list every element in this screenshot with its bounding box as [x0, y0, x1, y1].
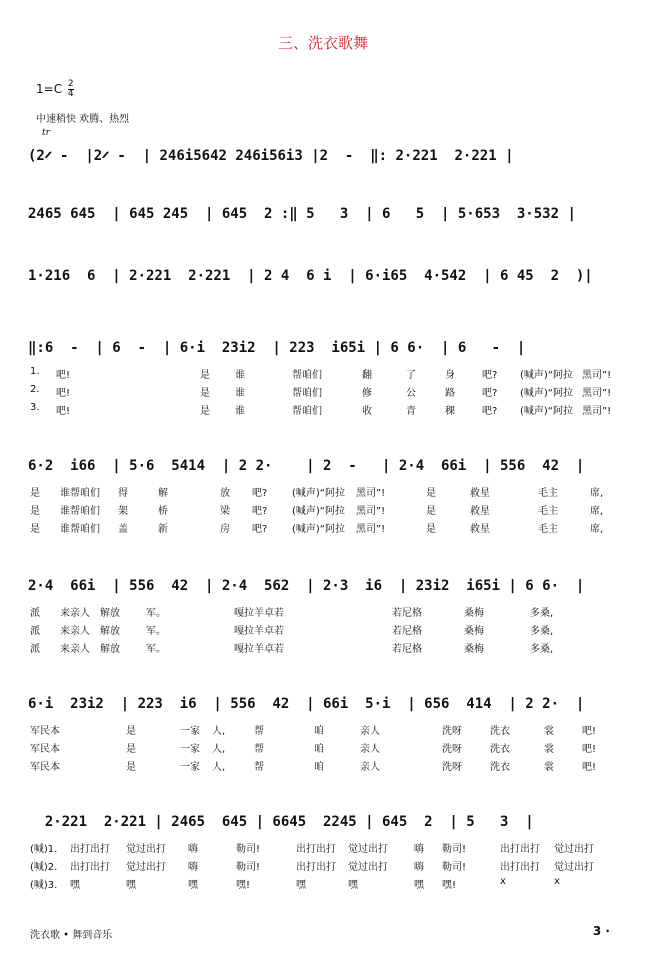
lyric-word: 翻	[362, 370, 372, 381]
lyric-word: 桑梅	[464, 608, 484, 619]
lyric-word: 军。	[146, 626, 166, 637]
lyric-word: 多桑,	[530, 626, 554, 637]
lyric-word: 黑司”!	[582, 388, 612, 399]
lyric-word: 毛主	[538, 524, 558, 535]
lyric-word: 是	[30, 488, 40, 499]
lyric-word: 亲人	[360, 744, 380, 755]
lyric-word: 谁帮咱们	[60, 524, 100, 535]
lyric-word: (喊声)“阿拉	[520, 370, 573, 381]
lyric-line-5-1	[30, 484, 620, 498]
lyric-word: 吧!	[582, 726, 597, 737]
lyric-word: 亲人	[360, 762, 380, 773]
lyric-word: 出打出打	[70, 862, 110, 873]
lyric-word: x	[500, 876, 506, 887]
lyric-word: 人,	[212, 726, 226, 737]
lyric-line-4-2	[30, 384, 620, 398]
lyric-word: (喊)1.	[30, 844, 58, 855]
lyric-word: 房	[220, 524, 230, 535]
lyric-word: 多桑,	[530, 608, 554, 619]
lyric-word: 洗衣	[490, 762, 510, 773]
lyric-word: 吧?	[482, 388, 498, 399]
lyric-word: 派	[30, 608, 40, 619]
lyric-word: 洗衣	[490, 726, 510, 737]
lyric-word: 吧?	[482, 370, 498, 381]
lyric-word: 洗呀	[442, 744, 462, 755]
lyric-word: 裳	[544, 726, 554, 737]
lyric-word: 嘎拉羊卓若	[234, 608, 284, 619]
lyric-word: 勒司!	[442, 862, 467, 873]
lyric-word: 谁帮咱们	[60, 488, 100, 499]
song-title: 三、洗衣歌舞	[277, 34, 368, 52]
lyric-word: 得	[118, 488, 128, 499]
lyric-word: 一家	[180, 744, 200, 755]
lyric-word: 军。	[146, 608, 166, 619]
lyric-word: 嘿	[348, 880, 358, 891]
lyric-word: 来亲人	[60, 608, 90, 619]
lyric-word: 谁	[235, 406, 245, 417]
lyric-word: 2.	[30, 384, 40, 395]
lyric-word: 盖	[118, 524, 128, 535]
lyric-word: 梁	[220, 506, 230, 517]
staff-line-3: 1·216 6 | 2·221 2·221 | 2 4 6 i | 6·i65 4·542 | 6 45 2 )|	[28, 268, 593, 284]
lyric-word: 吧!	[56, 370, 71, 381]
lyric-word: 觉过出打	[348, 862, 388, 873]
lyric-word: 公	[406, 388, 416, 399]
lyric-word: 是	[200, 406, 210, 417]
lyric-word: 吧?	[252, 506, 268, 517]
lyric-line-6-3	[30, 640, 620, 654]
lyric-word: 修	[362, 388, 372, 399]
time-signature-numerator: 2	[67, 79, 74, 89]
key-signature	[36, 80, 74, 99]
lyric-word: 了	[406, 370, 416, 381]
lyric-word: 派	[30, 626, 40, 637]
lyric-word: 谁	[235, 388, 245, 399]
lyric-line-4-1	[30, 366, 620, 380]
lyric-word: 桥	[158, 506, 168, 517]
lyric-word: 一家	[180, 726, 200, 737]
lyric-word: 是	[200, 388, 210, 399]
lyric-word: 出打出打	[296, 862, 336, 873]
lyric-word: 若尼格	[392, 644, 422, 655]
lyric-word: 多桑,	[530, 644, 554, 655]
lyric-word: 嗨	[414, 862, 424, 873]
lyric-word: 嘿!	[442, 880, 457, 891]
lyric-word: 架	[118, 506, 128, 517]
lyric-word: 咱	[314, 744, 324, 755]
lyric-word: 吧!	[582, 762, 597, 773]
lyric-word: 毛主	[538, 488, 558, 499]
lyric-word: 是	[426, 524, 436, 535]
lyric-word: 嘿!	[236, 880, 251, 891]
lyric-line-7-1	[30, 722, 620, 736]
lyric-word: 吧!	[56, 388, 71, 399]
lyric-word: 救星	[470, 488, 490, 499]
lyric-word: 裳	[544, 762, 554, 773]
lyric-word: 吧?	[252, 524, 268, 535]
lyric-word: 洗呀	[442, 762, 462, 773]
lyric-word: 若尼格	[392, 626, 422, 637]
lyric-word: 桑梅	[464, 644, 484, 655]
tempo-marking: 中速稍快 欢腾、热烈	[36, 114, 130, 125]
staff-line-4: ‖:6 - | 6 - | 6·i 23i2 | 223 i65i | 6 6· | 6 - |	[28, 340, 526, 356]
lyric-line-5-2	[30, 502, 620, 516]
lyric-word: (喊声)“阿拉	[292, 488, 345, 499]
lyric-word: 一家	[180, 762, 200, 773]
page-number: 3 ·	[592, 924, 610, 938]
lyric-word: 勒司!	[236, 862, 261, 873]
lyric-word: 来亲人	[60, 644, 90, 655]
lyric-word: 青	[406, 406, 416, 417]
lyric-word: 若尼格	[392, 608, 422, 619]
lyric-word: 嘿	[70, 880, 80, 891]
lyric-word: 是	[30, 506, 40, 517]
lyric-word: 稞	[445, 406, 455, 417]
lyric-line-7-3	[30, 758, 620, 772]
lyric-word: 亲人	[360, 726, 380, 737]
lyric-word: 派	[30, 644, 40, 655]
lyric-word: 救星	[470, 506, 490, 517]
staff-line-1: (2𝄍 - |2𝄍 - | 246i5642 246i56i3 |2 - ‖: 2·221 2·221 |	[28, 148, 514, 164]
lyric-word: 解放	[100, 608, 120, 619]
lyric-word: 勒司!	[442, 844, 467, 855]
time-signature	[68, 80, 74, 99]
lyric-word: 咱	[314, 762, 324, 773]
lyric-word: 黑司”!	[356, 524, 386, 535]
trill-mark: tr	[42, 128, 50, 138]
lyric-word: 出打出打	[500, 844, 540, 855]
lyric-word: 觉过出打	[554, 844, 594, 855]
lyric-word: 桑梅	[464, 626, 484, 637]
lyric-word: 解	[158, 488, 168, 499]
lyric-word: 嗨	[188, 844, 198, 855]
lyric-word: 帮	[254, 726, 264, 737]
lyric-line-7-2	[30, 740, 620, 754]
lyric-word: 人,	[212, 762, 226, 773]
lyric-word: 勒司!	[236, 844, 261, 855]
lyric-word: 嘿	[414, 880, 424, 891]
lyric-word: (喊声)“阿拉	[520, 406, 573, 417]
lyric-word: 洗呀	[442, 726, 462, 737]
lyric-word: 军民本	[30, 762, 60, 773]
lyric-line-5-3	[30, 520, 620, 534]
lyric-word: 嘎拉羊卓若	[234, 626, 284, 637]
lyric-word: 帮	[254, 744, 264, 755]
lyric-word: 觉过出打	[348, 844, 388, 855]
lyric-word: 吧?	[252, 488, 268, 499]
lyric-word: 席,	[590, 506, 604, 517]
lyric-word: 来亲人	[60, 626, 90, 637]
lyric-word: (喊声)“阿拉	[520, 388, 573, 399]
lyric-line-6-2	[30, 622, 620, 636]
lyric-line-8-1	[30, 840, 620, 854]
lyric-word: 帮咱们	[292, 370, 322, 381]
lyric-word: 解放	[100, 644, 120, 655]
lyric-word: 是	[126, 726, 136, 737]
lyric-word: 人,	[212, 744, 226, 755]
lyric-word: 收	[362, 406, 372, 417]
lyric-word: 3.	[30, 402, 40, 413]
lyric-word: 军民本	[30, 744, 60, 755]
lyric-word: 席,	[590, 488, 604, 499]
lyric-line-6-1	[30, 604, 620, 618]
staff-line-8: 2·221 2·221 | 2465 645 | 6645 2245 | 645 2 | 5 3 |	[28, 814, 534, 830]
key-prefix: 1=C	[36, 82, 63, 96]
lyric-word: 1.	[30, 366, 40, 377]
lyric-word: 嗨	[414, 844, 424, 855]
lyric-word: 觉过出打	[126, 844, 166, 855]
lyric-word: 身	[445, 370, 455, 381]
lyric-word: 是	[126, 744, 136, 755]
lyric-word: 放	[220, 488, 230, 499]
lyric-word: 觉过出打	[126, 862, 166, 873]
lyric-word: 觉过出打	[554, 862, 594, 873]
lyric-line-4-3	[30, 402, 620, 416]
lyric-word: 新	[158, 524, 168, 535]
lyric-word: 军。	[146, 644, 166, 655]
lyric-word: (喊)2.	[30, 862, 58, 873]
lyric-word: 是	[30, 524, 40, 535]
lyric-word: 洗衣	[490, 744, 510, 755]
staff-line-6: 2·4 66i | 556 42 | 2·4 562 | 2·3 i6 | 23i2 i65i | 6 6· |	[28, 578, 585, 594]
staff-line-5: 6·2 i66 | 5·6 5414 | 2 2· | 2 - | 2·4 66i | 556 42 |	[28, 458, 585, 474]
time-signature-denominator: 4	[67, 89, 74, 99]
lyric-word: 帮	[254, 762, 264, 773]
lyric-word: 咱	[314, 726, 324, 737]
lyric-word: 毛主	[538, 506, 558, 517]
lyric-word: 嘿	[296, 880, 306, 891]
lyric-word: 出打出打	[296, 844, 336, 855]
lyric-word: 帮咱们	[292, 406, 322, 417]
lyric-word: 嘿	[126, 880, 136, 891]
lyric-word: (喊声)“阿拉	[292, 524, 345, 535]
lyric-word: 嗨	[188, 862, 198, 873]
lyric-word: 嘿	[188, 880, 198, 891]
lyric-word: 路	[445, 388, 455, 399]
lyric-word: 出打出打	[70, 844, 110, 855]
lyric-word: 黑司”!	[582, 370, 612, 381]
lyric-word: x	[554, 876, 560, 887]
lyric-word: 吧!	[56, 406, 71, 417]
lyric-line-8-3	[30, 876, 620, 890]
lyric-word: (喊声)“阿拉	[292, 506, 345, 517]
lyric-word: 救星	[470, 524, 490, 535]
lyric-word: 谁	[235, 370, 245, 381]
lyric-word: 是	[426, 488, 436, 499]
staff-line-2: 2465 645 | 645 245 | 645 2 :‖ 5 3 | 6 5 | 5·653 3·532 |	[28, 206, 576, 222]
lyric-word: 吧?	[482, 406, 498, 417]
lyric-word: 黑司”!	[356, 506, 386, 517]
lyric-word: 帮咱们	[292, 388, 322, 399]
lyric-word: 军民本	[30, 726, 60, 737]
lyric-word: 是	[426, 506, 436, 517]
lyric-word: 是	[200, 370, 210, 381]
lyric-word: (喊)3.	[30, 880, 58, 891]
staff-line-7: 6·i 23i2 | 223 i6 | 556 42 | 66i 5·i | 656 414 | 2 2· |	[28, 696, 585, 712]
lyric-word: 嘎拉羊卓若	[234, 644, 284, 655]
lyric-word: 出打出打	[500, 862, 540, 873]
lyric-line-8-2	[30, 858, 620, 872]
lyric-word: 解放	[100, 626, 120, 637]
lyric-word: 是	[126, 762, 136, 773]
lyric-word: 谁帮咱们	[60, 506, 100, 517]
footer-source: 洗衣歌 • 舞到音乐	[30, 930, 113, 941]
lyric-word: 裳	[544, 744, 554, 755]
lyric-word: 黑司”!	[582, 406, 612, 417]
lyric-word: 席,	[590, 524, 604, 535]
lyric-word: 吧!	[582, 744, 597, 755]
lyric-word: 黑司”!	[356, 488, 386, 499]
